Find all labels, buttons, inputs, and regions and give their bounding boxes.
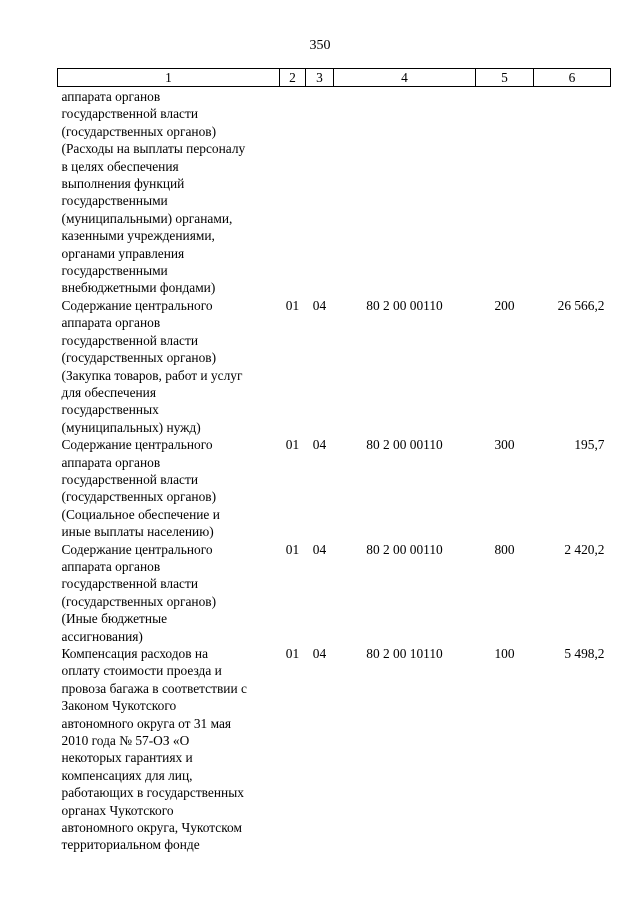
target-article-code — [334, 87, 476, 297]
expense-type-code: 800 — [494, 541, 515, 557]
column-header-6: 6 — [534, 69, 611, 87]
target-article-code: 80 2 00 00110 — [366, 297, 443, 313]
amount — [534, 87, 611, 297]
target-article-code: 80 2 00 00110 — [366, 541, 443, 557]
budget-table — [57, 68, 611, 854]
expense-type-code: 200 — [494, 297, 515, 313]
section-code: 01 — [285, 541, 300, 557]
expense-name: аппарата органов государственной власти (государственных органов) (Расходы на выплаты персоналу в целях обеспечения выполнения функций государственными (муниципальными) органами, казенными учреждениями, органами управления государственными внебюджетными фондами) — [61, 89, 246, 296]
column-header-2: 2 — [280, 69, 306, 87]
table-row — [58, 87, 611, 297]
section-code: 01 — [285, 646, 300, 661]
subsection-code: 04 — [312, 297, 327, 313]
column-header-3: 3 — [306, 69, 334, 87]
subsection-code — [306, 87, 334, 297]
table-row — [58, 541, 611, 645]
section-code: 01 — [285, 437, 300, 453]
column-header-1: 1 — [58, 69, 280, 87]
subsection-code: 04 — [312, 437, 327, 453]
subsection-code: 04 — [312, 541, 327, 557]
section-code — [280, 87, 306, 297]
expense-name: Содержание центрального аппарата органов государственной власти (государственных органов) (Закупка товаров, работ и услуг для обеспечения государственных (муниципальных) нужд) — [61, 297, 243, 435]
header-row — [58, 69, 611, 87]
column-header-4: 4 — [334, 69, 476, 87]
table-header — [58, 69, 611, 87]
amount: 26 566,2 — [557, 297, 605, 313]
expense-name: Содержание центрального аппарата органов государственной власти (государственных органов) (Социальное обеспечение и иные выплаты населению) — [61, 437, 220, 540]
table-row — [58, 297, 611, 436]
amount: 195,7 — [574, 437, 605, 453]
page-number: 350 — [309, 38, 331, 53]
expense-type-code: 100 — [494, 646, 515, 661]
section-code: 01 — [285, 297, 300, 313]
expense-type-code — [476, 87, 534, 297]
expense-type-code: 300 — [494, 437, 515, 453]
amount: 5 498,2 — [564, 646, 605, 661]
column-header-5: 5 — [476, 69, 534, 87]
expense-name: Компенсация расходов на оплату стоимости проезда и провоза багажа в соответствии с Законом Чукотского автономного округа от 31 мая 2010 года № 57-ОЗ «О некоторых гарантиях и компенсациях для лиц, работающих в государственных органах Чукотского автономного округа, Чукотском территориальном фонде — [61, 646, 247, 853]
table-row — [58, 436, 611, 540]
table-row — [58, 645, 611, 854]
target-article-code: 80 2 00 00110 — [366, 437, 443, 453]
expense-name: Содержание центрального аппарата органов государственной власти (государственных органов) (Иные бюджетные ассигнования) — [61, 541, 217, 644]
target-article-code: 80 2 00 10110 — [366, 646, 443, 661]
amount: 2 420,2 — [564, 541, 605, 557]
table-body — [58, 87, 611, 854]
subsection-code: 04 — [312, 646, 327, 661]
